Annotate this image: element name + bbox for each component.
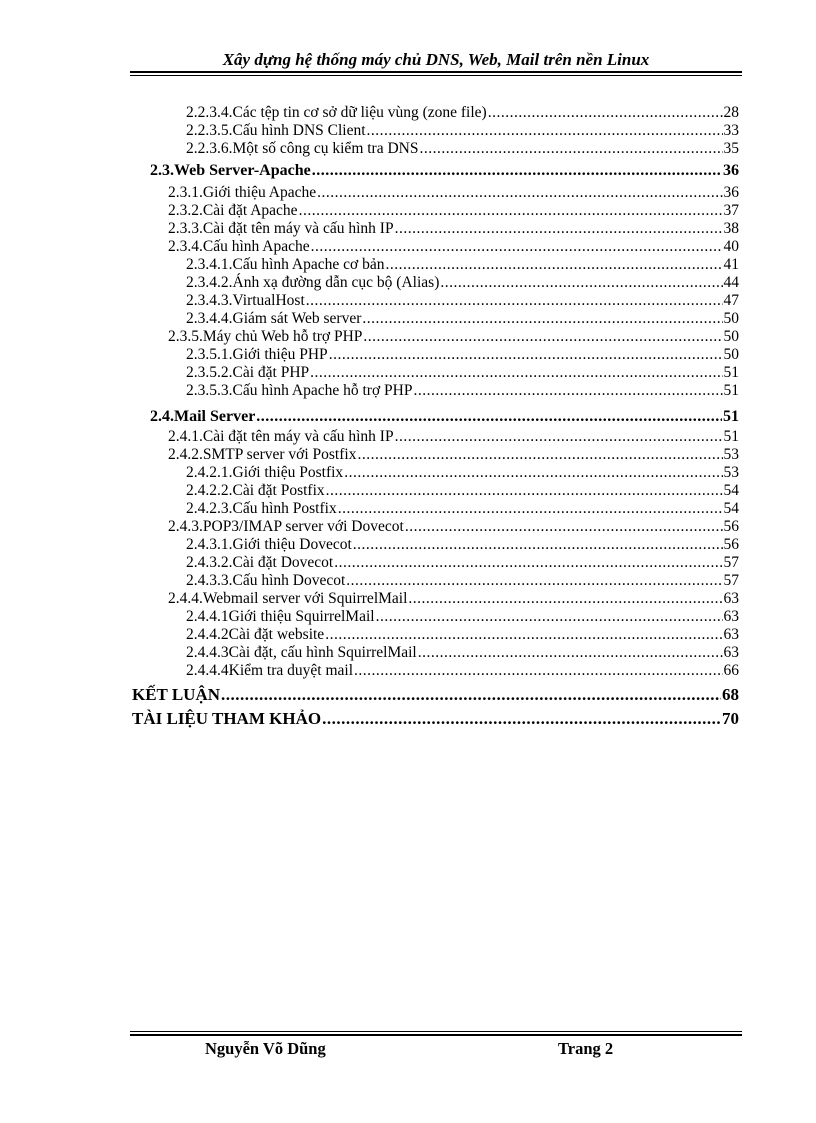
toc-entry-page: 56 <box>723 536 739 553</box>
toc-leader-dots <box>346 571 722 590</box>
toc-entry-number: 2.4.3.1. <box>186 536 233 553</box>
toc-entry-title: Giới thiệu Postfix <box>232 464 344 481</box>
toc-entry-title: Cài đặt website <box>228 626 325 643</box>
toc-entry-page: 51 <box>723 408 739 425</box>
toc-entry-page: 57 <box>723 554 739 571</box>
toc-leader-dots <box>329 345 723 364</box>
toc-entry[interactable] <box>168 589 739 608</box>
toc-entry-page: 50 <box>723 346 739 363</box>
toc-entry-title: Máy chủ Web hỗ trợ PHP <box>202 328 363 345</box>
toc-entry-page: 51 <box>723 364 739 381</box>
toc-entry[interactable] <box>186 463 739 482</box>
toc-entry-page: 36 <box>723 184 739 201</box>
toc-entry[interactable] <box>168 183 739 202</box>
toc-entry[interactable] <box>186 607 739 626</box>
toc-entry-page: 53 <box>723 464 739 481</box>
toc-entry-page: 63 <box>723 626 739 643</box>
toc-entry[interactable] <box>168 237 739 256</box>
toc-entry-page: 33 <box>723 122 739 139</box>
footer-rule <box>130 1031 742 1036</box>
toc-entry-title: Giới thiệu SquirrelMail <box>228 608 375 625</box>
toc-entry-number: 2.3.5.2. <box>186 364 233 381</box>
toc-entry-title: Cài đặt Postfix <box>232 482 325 499</box>
toc-leader-dots <box>353 535 723 554</box>
toc-entry-number: 2.2.3.6. <box>186 140 233 157</box>
toc-entry-page: 41 <box>723 256 739 273</box>
toc-entry-number: 2.4.4. <box>168 590 203 607</box>
toc-entry-title: Giám sát Web server <box>232 310 362 327</box>
toc-entry[interactable] <box>186 121 739 140</box>
toc-entry-number: 2.4.4.3 <box>186 644 229 661</box>
toc-entry-title: Ánh xạ đường dẫn cục bộ (Alias) <box>232 274 440 291</box>
toc-entry-number: 2.4.2. <box>168 446 203 463</box>
toc-leader-dots <box>312 161 722 180</box>
toc-entry-number: 2.4.2.3. <box>186 500 233 517</box>
toc-leader-dots <box>488 103 723 122</box>
toc-entry[interactable] <box>186 273 739 292</box>
toc-entry-title: SMTP server với Postfix <box>202 446 357 463</box>
toc-entry[interactable] <box>186 661 739 680</box>
toc-entry-page: 57 <box>723 572 739 589</box>
toc-entry-page: 70 <box>722 709 739 728</box>
toc-entry[interactable] <box>186 535 739 554</box>
toc-entry[interactable] <box>132 707 739 730</box>
toc-leader-dots <box>408 589 722 608</box>
toc-entry-number: 2.4. <box>150 408 174 425</box>
toc-leader-dots <box>326 481 723 500</box>
toc-entry[interactable] <box>168 517 739 536</box>
toc-entry[interactable] <box>186 481 739 500</box>
toc-entry[interactable] <box>186 363 739 382</box>
toc-entry-number: 2.3.5.3. <box>186 382 233 399</box>
toc-leader-dots <box>357 445 722 464</box>
toc-entry[interactable] <box>186 643 739 662</box>
toc-leader-dots <box>419 139 722 158</box>
toc-entry[interactable] <box>186 381 739 400</box>
toc-leader-dots <box>306 291 723 310</box>
toc-entry-page: 28 <box>723 104 739 121</box>
toc-entry-page: 63 <box>723 644 739 661</box>
toc-entry-page: 51 <box>723 382 739 399</box>
toc-entry-number: 2.4.4.2 <box>186 626 229 643</box>
toc-leader-dots <box>338 499 723 518</box>
toc-entry-number: 2.3.1. <box>168 184 203 201</box>
toc-leader-dots <box>418 643 723 662</box>
footer-author: Nguyễn Võ Dũng <box>205 1039 326 1058</box>
toc-leader-dots <box>395 427 723 446</box>
toc-leader-dots <box>310 363 722 382</box>
toc-entry-title: Cài đặt Apache <box>202 202 298 219</box>
toc-entry[interactable] <box>186 553 739 572</box>
toc-entry[interactable] <box>186 499 739 518</box>
toc-entry-number: 2.4.4.1 <box>186 608 229 625</box>
toc-entry[interactable] <box>150 161 739 180</box>
toc-entry-number: 2.3.4. <box>168 238 203 255</box>
header-title: Xây dựng hệ thống máy chủ DNS, Web, Mail trên nền Linux <box>222 50 650 69</box>
toc-entry[interactable] <box>186 625 739 644</box>
toc-leader-dots <box>325 625 722 644</box>
toc-entry-number: 2.4.1. <box>168 428 203 445</box>
toc-entry-title: Giới thiệu Apache <box>202 184 317 201</box>
toc-entry[interactable] <box>168 445 739 464</box>
toc-entry-page: 47 <box>723 292 739 309</box>
toc-entry-title: Cấu hình Dovecot <box>232 572 346 589</box>
toc-entry[interactable] <box>186 103 739 122</box>
toc-entry-page: 40 <box>723 238 739 255</box>
toc-entry[interactable] <box>186 309 739 328</box>
toc-entry-page: 44 <box>723 274 739 291</box>
toc-entry-number: 2.3.2. <box>168 202 203 219</box>
toc-entry-page: 56 <box>723 518 739 535</box>
toc-entry-number: 2.4.4.4 <box>186 662 229 679</box>
toc-entry-title: Mail Server <box>174 408 256 425</box>
toc-entry-page: 53 <box>723 446 739 463</box>
toc-entry-title: Cài đặt Dovecot <box>232 554 334 571</box>
toc-entry-number: 2.3.5.1. <box>186 346 233 363</box>
toc-leader-dots <box>413 381 722 400</box>
toc-entry-page: 68 <box>722 685 739 704</box>
toc-entry[interactable] <box>168 427 739 446</box>
toc-leader-dots <box>317 183 722 202</box>
toc-entry-number: 2.3.5. <box>168 328 203 345</box>
toc-entry-page: 36 <box>723 162 739 179</box>
toc-entry-title: Cấu hình Apache cơ bản <box>232 256 385 273</box>
toc-entry-title: Cấu hình Apache <box>202 238 310 255</box>
toc-leader-dots <box>395 219 723 238</box>
toc-entry[interactable] <box>150 407 739 426</box>
toc-leader-dots <box>299 201 723 220</box>
toc-entry[interactable] <box>168 327 739 346</box>
toc-entry[interactable] <box>186 139 739 158</box>
toc-entry-page: 63 <box>723 590 739 607</box>
toc-leader-dots <box>440 273 722 292</box>
toc-leader-dots <box>367 121 723 140</box>
toc-entry-title: TÀI LIỆU THAM KHẢO <box>132 709 322 728</box>
toc-entry-number: 2.3. <box>150 162 174 179</box>
toc-entry-page: 51 <box>723 428 739 445</box>
toc-entry-title: Cài đặt PHP <box>232 364 310 381</box>
toc-entry-page: 54 <box>723 482 739 499</box>
toc-leader-dots <box>334 553 722 572</box>
toc-entry-title: Cấu hình Postfix <box>232 500 337 517</box>
toc-leader-dots <box>311 237 723 256</box>
toc-entry-number: 2.4.3.3. <box>186 572 233 589</box>
toc-leader-dots <box>344 463 722 482</box>
toc-entry-number: 2.4.3.2. <box>186 554 233 571</box>
toc-entry-title: Cấu hình DNS Client <box>232 122 366 139</box>
toc-leader-dots <box>405 517 723 536</box>
toc-entry[interactable] <box>168 201 739 220</box>
toc-entry-page: 38 <box>723 220 739 237</box>
header-rule <box>130 71 742 76</box>
toc-entry-number: 2.3.4.4. <box>186 310 233 327</box>
toc-leader-dots <box>354 661 722 680</box>
toc-entry-number: 2.2.3.5. <box>186 122 233 139</box>
toc-leader-dots <box>322 707 721 730</box>
toc-entry-title: Giới thiệu Dovecot <box>232 536 352 553</box>
toc-entry-page: 37 <box>723 202 739 219</box>
toc-entry-page: 35 <box>723 140 739 157</box>
toc-entry-title: POP3/IMAP server với Dovecot <box>202 518 404 535</box>
toc-leader-dots <box>221 683 721 706</box>
toc-entry-title: Cấu hình Apache hỗ trợ PHP <box>232 382 413 399</box>
toc-entry[interactable] <box>132 683 739 706</box>
toc-entry-page: 54 <box>723 500 739 517</box>
toc-entry-title: Cài đặt, cấu hình SquirrelMail <box>228 644 417 661</box>
toc-entry-title: Webmail server với SquirrelMail <box>202 590 408 607</box>
toc-entry-title: Cài đặt tên máy và cấu hình IP <box>202 220 394 237</box>
toc-entry[interactable] <box>186 345 739 364</box>
toc-leader-dots <box>385 255 722 274</box>
toc-entry-title: Kiểm tra duyệt mail <box>228 662 354 679</box>
toc-leader-dots <box>363 327 722 346</box>
toc-entry-number: 2.3.3. <box>168 220 203 237</box>
toc-entry-page: 66 <box>723 662 739 679</box>
toc-entry[interactable] <box>168 219 739 238</box>
toc-entry-number: 2.4.2.1. <box>186 464 233 481</box>
toc-entry-number: 2.2.3.4. <box>186 104 233 121</box>
toc-leader-dots <box>376 607 723 626</box>
toc-entry-title: Các tệp tin cơ sở dữ liệu vùng (zone file) <box>232 104 487 121</box>
toc-entry-title: VirtualHost <box>232 292 305 309</box>
toc-entry[interactable] <box>186 291 739 310</box>
footer-page-label: Trang 2 <box>558 1039 614 1058</box>
toc-entry[interactable] <box>186 571 739 590</box>
toc-entry-number: 2.3.4.1. <box>186 256 233 273</box>
toc-entry[interactable] <box>186 255 739 274</box>
toc-entry-page: 50 <box>723 310 739 327</box>
toc-entry-title: Cài đặt tên máy và cấu hình IP <box>202 428 394 445</box>
toc-entry-number: 2.4.3. <box>168 518 203 535</box>
toc-entry-page: 63 <box>723 608 739 625</box>
toc-entry-title: Web Server-Apache <box>174 162 311 179</box>
toc-leader-dots <box>362 309 722 328</box>
toc-entry-number: 2.3.4.2. <box>186 274 233 291</box>
toc-entry-title: Giới thiệu PHP <box>232 346 328 363</box>
toc-entry-title: Một số công cụ kiểm tra DNS <box>232 140 419 157</box>
toc-entry-number: 2.4.2.2. <box>186 482 233 499</box>
toc-leader-dots <box>256 407 722 426</box>
toc-entry-title: KẾT LUẬN <box>132 685 221 704</box>
toc-entry-number: 2.3.4.3. <box>186 292 233 309</box>
toc-entry-page: 50 <box>723 328 739 345</box>
